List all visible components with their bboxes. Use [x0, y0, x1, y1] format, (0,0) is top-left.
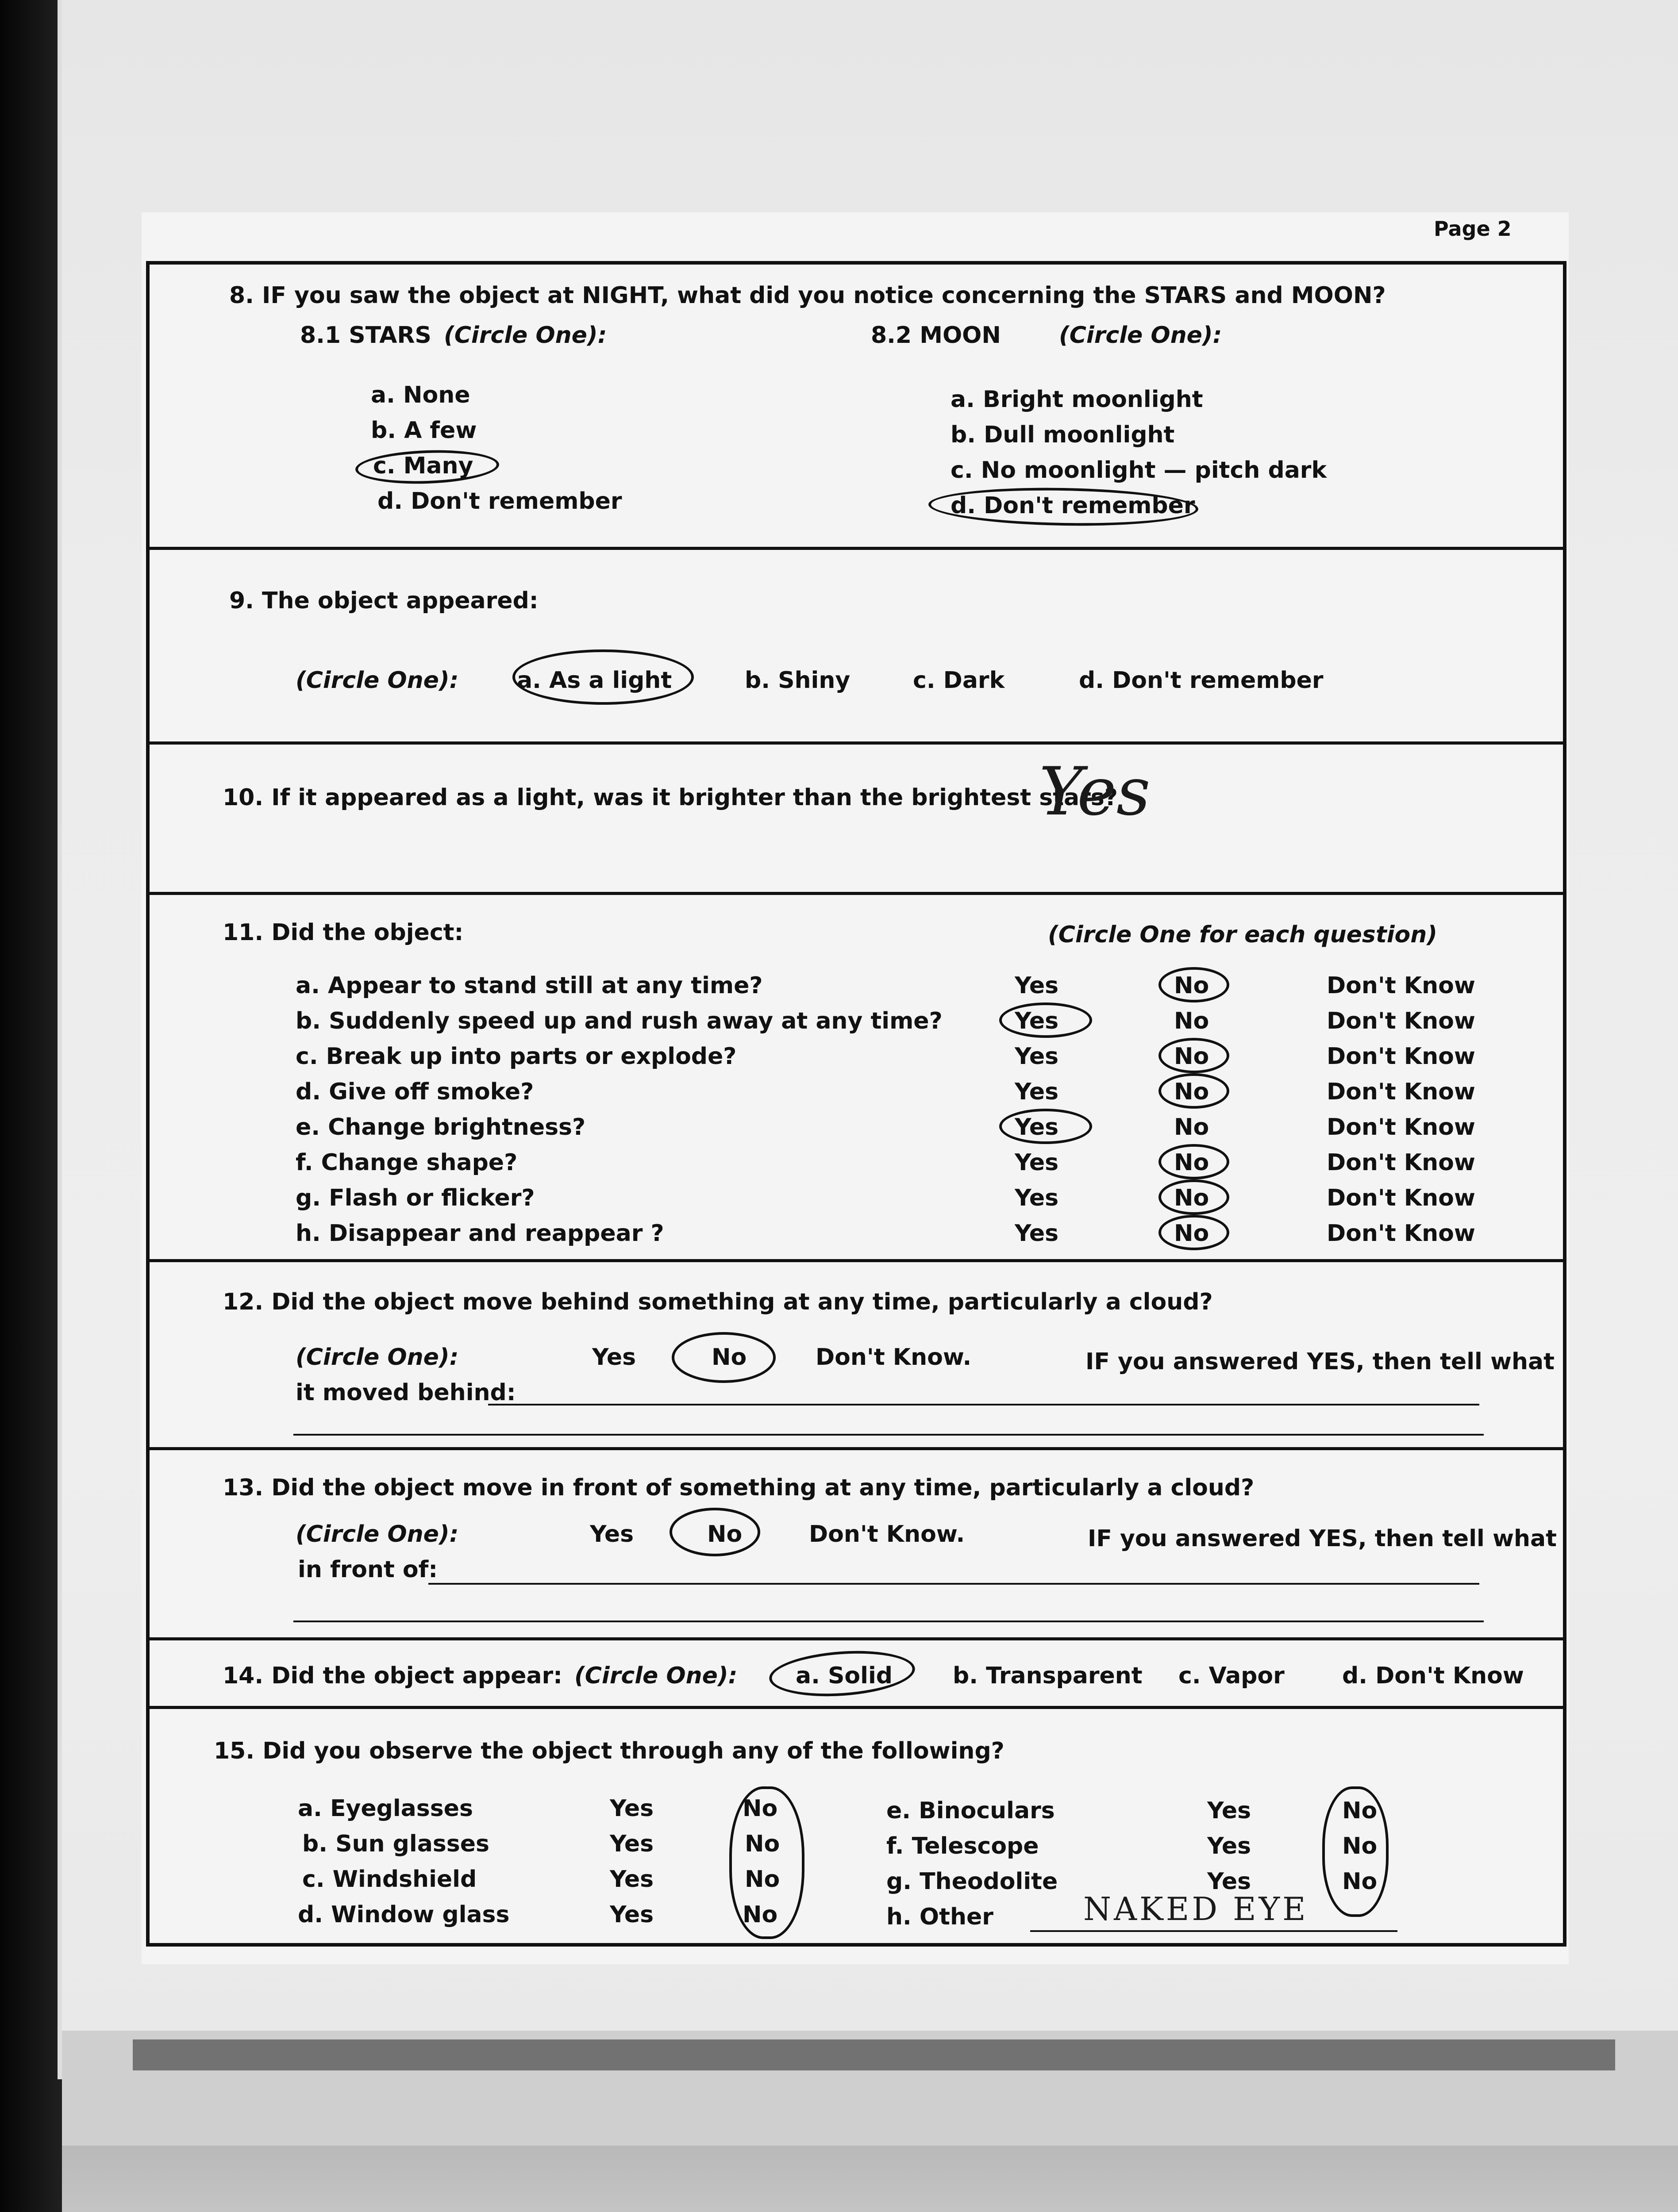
- q9-option-c: c. Dark: [913, 667, 1005, 694]
- q11-row-6-option-0: Yes: [1015, 1185, 1059, 1211]
- q11-row-3-option-2: Don't Know: [1327, 1079, 1475, 1105]
- question-11: [150, 895, 1563, 1262]
- q11-row-0-selected-circle: [1158, 967, 1229, 1002]
- q12-option-yes: Yes: [592, 1344, 636, 1371]
- q14-question: 14. Did the object appear:: [223, 1663, 562, 1689]
- q9-option-a: a. As a light: [517, 667, 672, 694]
- q13-selected-circle: [670, 1508, 760, 1556]
- q14-option-b: b. Transparent: [953, 1663, 1143, 1689]
- q11-row-0-option-1: No: [1174, 972, 1209, 999]
- q9-selected-circle: [512, 649, 694, 705]
- q13-instruction: (Circle One):: [296, 1521, 459, 1548]
- q12-answer-line-1: [488, 1404, 1479, 1406]
- q11-row-0-text: a. Appear to stand still at any time?: [296, 972, 763, 999]
- q15-item-c-no: No: [745, 1866, 780, 1893]
- q12-option-no: No: [712, 1344, 747, 1371]
- q13-option-no: No: [707, 1521, 743, 1548]
- q15-item-h: h. Other: [886, 1904, 993, 1930]
- q11-row-5-text: f. Change shape?: [296, 1149, 518, 1176]
- q15-item-f-yes: Yes: [1207, 1833, 1251, 1859]
- question-9: [150, 550, 1563, 745]
- q15-item-d-yes: Yes: [610, 1901, 654, 1928]
- q8-stars-option-d: d. Don't remember: [377, 488, 622, 515]
- q8-moon-option-a: a. Bright moonlight: [951, 386, 1203, 413]
- q11-row-3-option-1: No: [1174, 1079, 1209, 1105]
- sheet-shadow: [133, 2039, 1615, 2070]
- q8-stars-option-c: c. Many: [373, 453, 473, 479]
- q11-row-5-selected-circle: [1158, 1144, 1229, 1179]
- q11-row-6-selected-circle: [1158, 1179, 1229, 1215]
- q11-row-7-option-2: Don't Know: [1327, 1220, 1475, 1247]
- q15-item-d: d. Window glass: [298, 1901, 510, 1928]
- q15-item-b: b. Sun glasses: [302, 1831, 489, 1857]
- q9-option-b: b. Shiny: [745, 667, 851, 694]
- q15-item-b-no: No: [745, 1831, 780, 1857]
- q15-item-e-yes: Yes: [1207, 1797, 1251, 1824]
- q11-row-1-option-1: No: [1174, 1008, 1209, 1034]
- q11-row-6-text: g. Flash or flicker?: [296, 1185, 535, 1211]
- q10-handwritten-answer: Yes: [1039, 753, 1151, 830]
- q15-item-e-no: No: [1342, 1797, 1378, 1824]
- q12-selected-circle: [672, 1332, 776, 1383]
- q11-row-4-option-2: Don't Know: [1327, 1114, 1475, 1141]
- q11-row-2-text: c. Break up into parts or explode?: [296, 1043, 737, 1070]
- q15-item-a-yes: Yes: [610, 1795, 654, 1822]
- q11-row-0-option-2: Don't Know: [1327, 972, 1475, 999]
- question-10: [150, 745, 1563, 895]
- q8-moon-option-d: d. Don't remember: [951, 492, 1195, 519]
- q11-row-5-option-2: Don't Know: [1327, 1149, 1475, 1176]
- q13-question: 13. Did the object move in front of something at any time, particularly a cloud?: [223, 1475, 1255, 1501]
- q8-moon-instruction: (Circle One):: [1059, 322, 1222, 349]
- q14-selected-circle: [768, 1647, 916, 1701]
- q15-item-g-yes: Yes: [1207, 1868, 1251, 1895]
- q15-item-a: a. Eyeglasses: [298, 1795, 473, 1822]
- q12-followup: IF you answered YES, then tell what: [1085, 1348, 1555, 1375]
- q11-row-3-text: d. Give off smoke?: [296, 1079, 534, 1105]
- q11-row-6-option-1: No: [1174, 1185, 1209, 1211]
- question-8: [150, 265, 1563, 550]
- q11-row-4-option-1: No: [1174, 1114, 1209, 1141]
- q15-item-g: g. Theodolite: [886, 1868, 1058, 1895]
- q9-question: 9. The object appeared:: [229, 588, 539, 614]
- q14-option-a: a. Solid: [796, 1663, 893, 1689]
- q13-answer-line-2: [293, 1621, 1484, 1622]
- q8-moon-option-c: c. No moonlight — pitch dark: [951, 457, 1327, 484]
- q8-question: 8. IF you saw the object at NIGHT, what did you notice concerning the STARS and MOON?: [229, 282, 1386, 309]
- q9-option-d: d. Don't remember: [1079, 667, 1324, 694]
- q11-row-2-option-2: Don't Know: [1327, 1043, 1475, 1070]
- q11-row-1-option-0: Yes: [1015, 1008, 1059, 1034]
- q11-row-5-option-1: No: [1174, 1149, 1209, 1176]
- q8-moon-label: 8.2 MOON: [871, 322, 1001, 349]
- q14-option-d: d. Don't Know: [1342, 1663, 1524, 1689]
- q11-row-1-selected-circle: [999, 1002, 1092, 1038]
- q13-followup: IF you answered YES, then tell what: [1088, 1525, 1557, 1552]
- q15-other-line: [1030, 1930, 1397, 1932]
- q10-question: 10. If it appeared as a light, was it brighter than the brightest stars?: [223, 784, 1118, 811]
- q15-item-c: c. Windshield: [302, 1866, 477, 1893]
- q15-question: 15. Did you observe the object through any of the following?: [214, 1738, 1004, 1764]
- q11-row-0-option-0: Yes: [1015, 972, 1059, 999]
- q15-item-g-no: No: [1342, 1868, 1378, 1895]
- q12-followup-label: it moved behind:: [296, 1379, 516, 1406]
- q13-option-dont-know: Don't Know.: [809, 1521, 965, 1548]
- q8-stars-option-b: b. A few: [371, 417, 477, 444]
- page-number: Page 2: [1434, 217, 1512, 241]
- q11-row-7-option-1: No: [1174, 1220, 1209, 1247]
- q11-question: 11. Did the object:: [223, 919, 464, 946]
- q15-item-f-no: No: [1342, 1833, 1378, 1859]
- q15-other-handwritten-answer: NAKED EYE: [1083, 1890, 1309, 1928]
- q11-row-3-option-0: Yes: [1015, 1079, 1059, 1105]
- question-12: [150, 1262, 1563, 1450]
- q9-instruction: (Circle One):: [296, 667, 459, 694]
- q8-stars-option-a: a. None: [371, 382, 470, 408]
- q15-item-b-yes: Yes: [610, 1831, 654, 1857]
- q15-right-no-circle: [1322, 1786, 1389, 1917]
- question-14: [150, 1640, 1563, 1709]
- q11-row-7-text: h. Disappear and reappear ?: [296, 1220, 664, 1247]
- q8-stars-instruction: (Circle One):: [444, 322, 607, 349]
- q13-option-yes: Yes: [590, 1521, 634, 1548]
- q11-row-2-selected-circle: [1158, 1038, 1229, 1073]
- question-13: [150, 1450, 1563, 1640]
- q8-moon-option-b: b. Dull moonlight: [951, 422, 1175, 448]
- q11-row-7-option-0: Yes: [1015, 1220, 1059, 1247]
- q11-row-4-option-0: Yes: [1015, 1114, 1059, 1141]
- q11-row-4-text: e. Change brightness?: [296, 1114, 586, 1141]
- scan-background: [62, 2146, 1678, 2212]
- q11-row-4-selected-circle: [999, 1109, 1092, 1144]
- q15-item-e: e. Binoculars: [886, 1797, 1055, 1824]
- q11-row-7-selected-circle: [1158, 1215, 1229, 1250]
- q12-answer-line-2: [293, 1434, 1484, 1436]
- q12-question: 12. Did the object move behind something at any time, particularly a cloud?: [223, 1289, 1213, 1315]
- q8-stars-label: 8.1 STARS: [300, 322, 431, 349]
- q11-row-1-option-2: Don't Know: [1327, 1008, 1475, 1034]
- q15-item-c-yes: Yes: [610, 1866, 654, 1893]
- q11-instruction: (Circle One for each question): [1048, 922, 1438, 948]
- q15-left-no-circle: [729, 1786, 804, 1939]
- q12-option-dont-know: Don't Know.: [816, 1344, 972, 1371]
- q11-row-1-text: b. Suddenly speed up and rush away at any time?: [296, 1008, 943, 1034]
- q13-followup-label: in front of:: [298, 1556, 438, 1583]
- q15-item-a-no: No: [743, 1795, 778, 1822]
- q15-item-f: f. Telescope: [886, 1833, 1039, 1859]
- q11-row-5-option-0: Yes: [1015, 1149, 1059, 1176]
- q14-instruction: (Circle One):: [574, 1663, 738, 1689]
- questionnaire-frame: [146, 261, 1566, 1947]
- q11-row-2-option-1: No: [1174, 1043, 1209, 1070]
- q12-instruction: (Circle One):: [296, 1344, 459, 1371]
- q11-row-3-selected-circle: [1158, 1073, 1229, 1109]
- q15-item-d-no: No: [743, 1901, 778, 1928]
- q11-row-6-option-2: Don't Know: [1327, 1185, 1475, 1211]
- q14-option-c: c. Vapor: [1178, 1663, 1285, 1689]
- q11-row-2-option-0: Yes: [1015, 1043, 1059, 1070]
- q13-answer-line-1: [428, 1583, 1479, 1585]
- question-15: [150, 1709, 1563, 1950]
